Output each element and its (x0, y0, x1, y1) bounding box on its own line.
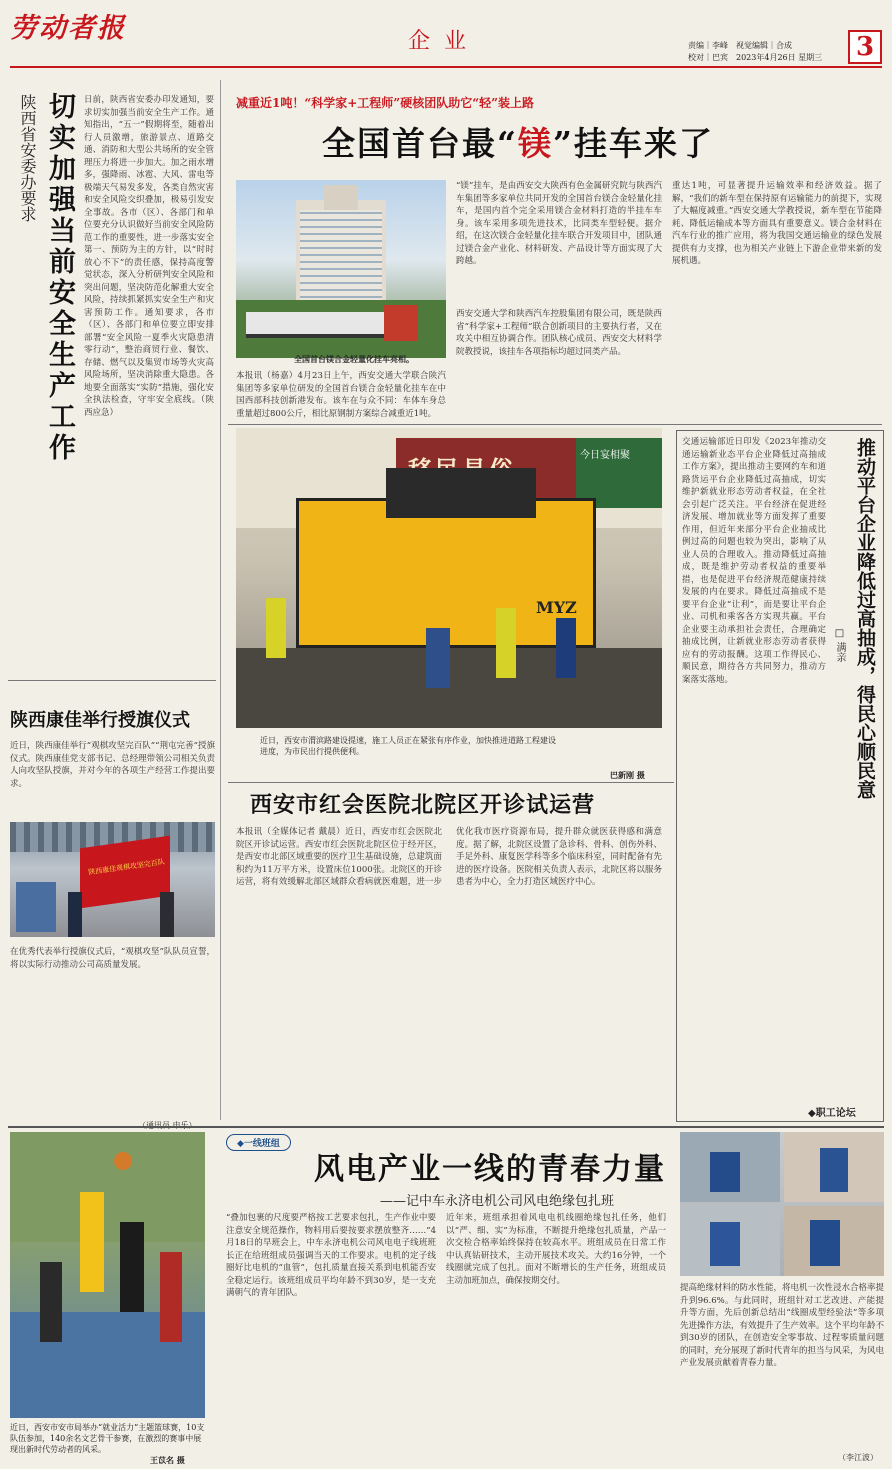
safety-subheadline: 陕西省安委办要求 (18, 94, 37, 222)
commentary-body: 交通运输部近日印发《2023年推动交通运输新业态平台企业降低过高抽成工作方案》，提出推动主要网约车和道路货运平台企业降低过高抽成，切实维护新就业形态劳动者权益，在全社会引起广泛关注。平台经济在促进经济发展、增加就业等方面发挥了重要作用，但近年来部分平台企业抽成比例过高的问题也较为突出，影响了从业人员的合理收入。推动降低过高抽成，既是维护劳动者权益的重要举措，也是促进平台经济规范健康持续发展的内在要求。降低过高抽成不是要平台企业“让利”，而是要让平台企业、司机和乘客各方实现共赢。平台企业要主动承担社会责任，合理确定抽成比例，让新就业形态劳动者获得应有的劳动报酬。这项工作得民心、顺民意，期待各方共同努力，推动方案落实落地。 (682, 437, 826, 685)
page-number-box (848, 30, 882, 64)
commentary-tag: ◆职工论坛 (808, 1108, 856, 1119)
headline-keyword: 镁 (517, 124, 553, 163)
magnesium-headline: 全国首台最“镁”挂车来了 (322, 124, 714, 163)
date: 2023年4月26日 星期三 (736, 53, 823, 62)
basketball-photo (10, 1132, 205, 1418)
trailer-photo (236, 180, 446, 358)
road-photo-caption: 近日，西安市渭滨路建设提速，施工人员正在紧张有序作业，加快推进道路工程建设进度，为市民出行提供便利。 (260, 736, 556, 756)
commentary-author: □ 满亲 (834, 628, 845, 663)
trailer-photo-caption: 全国首台镁合金轻量化挂车亮相。 (294, 354, 414, 364)
magnesium-kicker: 减重近1吨！“科学家+工程师”硬核团队助它“轻”装上路 (236, 96, 535, 110)
basketball-photo-caption: 近日，西安市安市局举办“就业活力”主题篮球赛，10支队伍参加，140余名文艺骨干参赛，在激烈的赛事中展现出新时代劳动者的风采。 (10, 1423, 205, 1454)
magnesium-body-3: 西安交通大学和陕西汽车控股集团有限公司，既是陕西省“科学家+工程师”联合创新项目的主要执行者，又在攻关中相互协调合作。团队核心成员、西安交大材料学院教授说，该挂车各项指标均超过同类产品。 (456, 309, 662, 357)
wind-headline: 风电产业一线的青春力量 (314, 1152, 666, 1187)
wind-body-1: “叠加包裹的尺度要严格按工艺要求包扎，生产作业中要注意安全规范操作，物料用后要按要求摆放整齐……”4月18日的早班会上，中车永济电机公司风电电子线班班长正在给班组成员强调当天的工作要求。电机的定子线圈好比电机的“血管”，包扎质量直接关系到电机能否安全稳定运行。该班组成员平均年龄不到30岁，是一支充满朝气的青年团队。 (226, 1213, 436, 1298)
road-photo-credit: 巴新刚 摄 (610, 770, 645, 780)
hospital-body: 本报讯（全媒体记者 戴晨）近日，西安市红会医院北院区开诊试运营。西安市红会医院北院区位于经开区，是西安市北部区域重要的医疗卫生基础设施，总建筑面积约为11万平方米，设置床位1000张。北院区的开诊运营，将有效缓解北部区域群众看病就医难题，进一步优化我市医疗资源布局，提升群众就医获得感和满意度。据了解，北院区设置了急诊科、骨科、创伤外科、手足外科、康复医学科等多个临床科室，同时配备有先进的医疗设备。医院相关负责人表示，北院区将以服务患者为中心，全力打造区域医疗中心。 (236, 827, 662, 887)
page-number: 3 (855, 32, 875, 62)
road-construction-photo (236, 428, 662, 728)
commentary-headline: 推动平台企业降低过高抽成，得民心顺民意 (854, 438, 876, 799)
masthead-rule (10, 66, 882, 68)
wind-tag: ◆一线班组 (226, 1134, 291, 1151)
section-title: 企业 (408, 29, 481, 54)
wind-subheadline: ——记中车永济电机公司风电绝缘包扎班 (380, 1194, 615, 1209)
visual-editor: 视觉编辑｜合成 (736, 41, 792, 50)
donation-body: 近日，陕西康佳举行“观棋攻坚完百队”“荆屯完善”授旗仪式。陕西康佳党支部书记、总经理带领公司相关负责人向攻坚队授旗，并对今年的各项生产经营工作提出要求。 (10, 741, 215, 789)
wind-body-2: 近年来，班组承担着风电电机线圈绝缘包扎任务，他们以“严、细、实”为标准，不断提升绝缘包扎质量，产品一次交检合格率始终保持在较高水平。班组成员在日常工作中认真钻研技术，主动开展技术攻关。大约16分钟，一个线圈就完成了包扎。面对不断增长的生产任务，班组成员主动加班加点，确保按期交付。 (446, 1213, 666, 1286)
magnesium-body-4: 重达1吨，可显著提升运输效率和经济效益。据了解，“我们的新车型在保持原有运输能力的前提下，实现了大幅度减重。”西安交通大学教授说，新车型在节能降耗、降低运输成本等方面具有重要意义。镁合金材料在汽车行业的推广应用，将为我国交通运输业的绿色发展提供有力支撑，也为相关产业链上下游企业带来新的发展机遇。 (672, 181, 882, 266)
magnesium-body-1: 本报讯（杨嘉）4月23日上午，西安交通大学联合陕汽集团等多家单位研发的全国首台镁合金轻量化挂车在中国西部科技创新港发布。该车在与众不同：车体车身总重量超过800公斤，相比原钢制方案综合减重近1吨。 (236, 371, 446, 419)
proof: 校对｜巴宾 (688, 53, 728, 62)
basketball-photo-credit: 王苡名 摄 (150, 1455, 185, 1465)
paper-logo: 劳动者报 (10, 13, 126, 44)
donation-headline: 陕西康佳举行授旗仪式 (10, 710, 190, 731)
paver-brand: MYZ (536, 598, 577, 617)
safety-headline: 切实加强当前安全生产工作 (44, 92, 75, 464)
wind-credit: （李江波） (838, 1453, 878, 1462)
flag-text: 陕西康佳观棋攻坚完百队 (87, 857, 166, 877)
shop-sign-2: 今日宴相聚 (580, 450, 630, 461)
editor: 责编｜李峰 (688, 41, 728, 50)
wind-body-3: 提高绝缘材料的防水性能，将电机一次性浸水合格率提升到96.6%。与此同时，班组针对工艺改进、产能提升等方面，先后创新总结出“线圈成型经验法”等多项先进操作方法，有效提升了生产效率。这个平均年龄不到30岁的团队，在创造安全零事故、过程零质量问题的同时，充分展现了新时代青年的担当与风采，为风电产业发展贡献着青春力量。 (680, 1283, 884, 1368)
safety-body: 日前，陕西省安委办印发通知，要求切实加强当前安全生产工作。通知指出，“五一”假期将至，随着出行人员激增，旅游景点、道路交通、消防和大型公共场所的安全管理压力将进一步加大。加之雨水增多，强降雨、冰雹、大风、雷电等极端天气易发多发，各类自然灾害和安全风险交织叠加，极易引发安全事故。各市（区）、各部门和单位要充分认识做好当前安全风险防范工作的重要性，进一步落实安全第一、预防为主的方针，以“时时放心不下”的责任感，保持高度警觉状态，深入分析研判安全风险和突出问题，坚决防范化解重大安全风险，持续抓紧抓实安全生产和灾害预防工作。通知要求，各市（区）、各部门和单位要立即安排部署“安全风险一夏季火灾隐患清零行动”，整治商贸行业、餐饮、存储、燃气以及集贸市场等火灾高风险场所，坚决消除重大隐患。各地要全面落实“实防”措施，强化安全执法检查，守牢安全底线。（陕西应急） (84, 95, 214, 418)
workshop-photo (680, 1132, 884, 1276)
masthead-meta (688, 40, 848, 64)
hospital-headline: 西安市红会医院北院区开诊试运营 (250, 792, 596, 818)
donation-caption: 在优秀代表举行授旗仪式后，“观棋攻坚”队队员宣誓，将以实际行动推动公司高质量发展。 (10, 947, 215, 970)
donation-photo (10, 822, 215, 937)
magnesium-body-2: “镁”挂车，是由西安交大陕西有色金属研究院与陕西汽车集团等多家单位共同开发的全国首台镁合金轻量化挂车，是国内首个完全采用镁合金材料打造的半挂车车身。该车采用多项先进技术，比同类车型轻便。据介绍，在这次镁合金轻量化挂车联合开发项目中，团队通过镁合金产业化、材料研发、产品设计等方面实现了大跨越。 (456, 181, 662, 266)
